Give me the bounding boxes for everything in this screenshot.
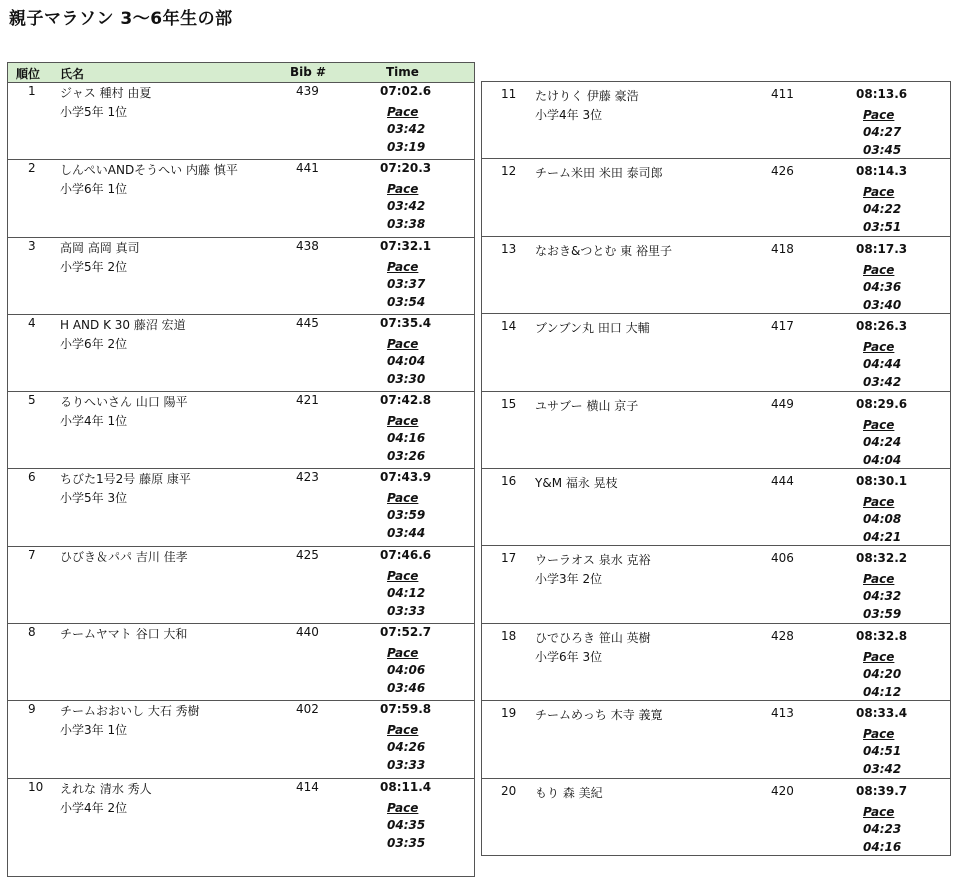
bib-number: 414 <box>296 779 319 794</box>
finish-time: 07:32.1 <box>380 238 432 253</box>
rank-cell: 18 <box>501 628 517 643</box>
bib-number: 417 <box>771 319 794 334</box>
pace-split-2: 03:46 <box>387 681 426 696</box>
rank-cell: 16 <box>501 473 517 488</box>
bib-number: 449 <box>771 396 794 411</box>
finish-time: 07:35.4 <box>380 315 432 330</box>
runner-name: ウーラオス 泉水 克裕 <box>535 553 651 568</box>
pace-label: Pace <box>863 494 895 509</box>
table-row <box>8 160 474 237</box>
pace-split-1: 04:12 <box>387 585 426 600</box>
category-rank: 小学4年 1位 <box>60 414 128 429</box>
pace-split-1: 04:35 <box>387 817 426 832</box>
category-rank: 小学6年 1位 <box>60 182 128 197</box>
bib-number: 425 <box>296 547 319 562</box>
table-row <box>482 82 950 159</box>
pace-split-1: 03:42 <box>387 199 426 214</box>
finish-time: 08:39.7 <box>856 783 908 798</box>
pace-label: Pace <box>863 185 895 200</box>
table-row <box>8 624 474 701</box>
runner-name: たけりく 伊藤 豪浩 <box>535 89 639 103</box>
pace-split-1: 04:27 <box>863 125 902 139</box>
finish-time: 08:30.1 <box>856 473 908 488</box>
finish-time: 08:11.4 <box>380 779 432 794</box>
pace-split-1: 04:04 <box>387 353 426 368</box>
runner-name: チームめっち 木寺 義寛 <box>535 708 663 723</box>
header-rank: 順位 <box>16 67 41 81</box>
category-rank: 小学4年 3位 <box>535 108 603 122</box>
pace-split-2: 03:35 <box>387 835 426 850</box>
rank-cell: 7 <box>28 547 36 562</box>
results-table-right <box>481 81 951 856</box>
pace-split-1: 04:16 <box>387 431 426 446</box>
pace-split-1: 03:37 <box>387 276 426 291</box>
category-rank: 小学5年 3位 <box>60 491 128 506</box>
finish-time: 08:29.6 <box>856 396 908 411</box>
pace-label: Pace <box>387 646 419 661</box>
pace-label: Pace <box>863 262 895 277</box>
pace-split-2: 04:12 <box>863 684 902 699</box>
pace-split-1: 04:23 <box>863 821 902 836</box>
finish-time: 08:32.8 <box>856 628 908 643</box>
category-rank: 小学5年 1位 <box>60 105 128 119</box>
pace-label: Pace <box>387 800 419 815</box>
table-row <box>8 469 474 546</box>
table-row <box>482 701 950 778</box>
results-table-left <box>7 62 475 877</box>
finish-time: 07:59.8 <box>380 702 432 717</box>
rank-cell: 9 <box>28 702 36 717</box>
category-rank: 小学3年 1位 <box>60 723 128 738</box>
header-name: 氏名 <box>60 67 85 81</box>
pace-split-1: 04:51 <box>863 744 902 759</box>
pace-label: Pace <box>863 804 895 819</box>
bib-number: 423 <box>296 470 319 485</box>
pace-split-2: 03:44 <box>387 526 426 541</box>
pace-split-2: 03:42 <box>863 375 902 390</box>
runner-name: ひびき＆パパ 吉川 佳孝 <box>60 549 188 564</box>
pace-split-2: 04:21 <box>863 529 902 544</box>
table-row <box>482 237 950 314</box>
table-header <box>8 63 474 83</box>
finish-time: 07:52.7 <box>380 625 432 640</box>
finish-time: 07:02.6 <box>380 84 432 98</box>
header-bib: Bib # <box>290 65 327 79</box>
runner-name: チームヤマト 谷口 大和 <box>60 627 188 642</box>
runner-name: ちびた1号2号 藤原 康平 <box>60 472 191 487</box>
bib-number: 426 <box>771 164 794 179</box>
runner-name: ブンブン丸 田口 大輔 <box>535 321 650 336</box>
pace-label: Pace <box>863 727 895 742</box>
table-row <box>482 314 950 391</box>
rank-cell: 8 <box>28 625 36 640</box>
rank-cell: 1 <box>28 84 36 98</box>
pace-split-1: 04:20 <box>863 666 902 681</box>
pace-split-1: 04:36 <box>863 279 902 294</box>
table-row <box>8 701 474 778</box>
header-time: Time <box>386 65 419 79</box>
bib-number: 444 <box>771 473 794 488</box>
pace-split-1: 04:22 <box>863 202 902 217</box>
category-rank: 小学6年 3位 <box>535 649 603 664</box>
table-row <box>482 392 950 469</box>
table-row <box>482 546 950 623</box>
rank-cell: 4 <box>28 315 36 330</box>
finish-time: 07:46.6 <box>380 547 432 562</box>
pace-split-1: 03:42 <box>387 122 426 136</box>
bib-number: 438 <box>296 238 319 253</box>
finish-time: 07:20.3 <box>380 161 432 176</box>
pace-split-2: 04:04 <box>863 452 902 467</box>
bib-number: 439 <box>296 84 319 98</box>
rank-cell: 6 <box>28 470 36 485</box>
pace-label: Pace <box>387 105 419 119</box>
pace-split-1: 04:08 <box>863 511 902 526</box>
table-row <box>482 469 950 546</box>
pace-split-2: 03:33 <box>387 758 426 773</box>
pace-label: Pace <box>387 336 419 351</box>
pace-label: Pace <box>387 259 419 274</box>
pace-split-2: 03:38 <box>387 217 426 232</box>
bib-number: 420 <box>771 783 794 798</box>
pace-split-2: 03:40 <box>863 297 902 312</box>
finish-time: 08:26.3 <box>856 319 908 334</box>
finish-time: 08:13.6 <box>856 87 908 101</box>
bib-number: 413 <box>771 706 794 721</box>
pace-label: Pace <box>863 649 895 664</box>
pace-split-2: 03:51 <box>863 220 902 235</box>
bib-number: 418 <box>771 241 794 256</box>
rank-cell: 2 <box>28 161 36 176</box>
finish-time: 07:43.9 <box>380 470 432 485</box>
runner-name: もり 森 美紀 <box>535 785 603 800</box>
table-row <box>482 779 950 856</box>
finish-time: 08:17.3 <box>856 241 908 256</box>
rank-cell: 11 <box>501 87 517 101</box>
pace-split-1: 04:24 <box>863 434 902 449</box>
rank-cell: 13 <box>501 241 517 256</box>
runner-name: るりへいさん 山口 陽平 <box>60 395 188 410</box>
rank-cell: 10 <box>28 779 44 794</box>
bib-number: 421 <box>296 393 319 408</box>
pace-label: Pace <box>863 572 895 587</box>
pace-split-1: 04:06 <box>387 663 426 678</box>
pace-split-1: 04:26 <box>387 740 426 755</box>
rank-cell: 19 <box>501 706 517 721</box>
category-rank: 小学6年 2位 <box>60 336 128 351</box>
table-row <box>482 624 950 701</box>
pace-split-1: 04:44 <box>863 357 902 372</box>
pace-label: Pace <box>863 108 895 122</box>
pace-label: Pace <box>387 723 419 738</box>
bib-number: 402 <box>296 702 319 717</box>
pace-split-2: 03:19 <box>387 140 426 154</box>
pace-split-1: 04:32 <box>863 589 902 604</box>
runner-name: ひでひろき 笹山 英樹 <box>535 630 651 645</box>
category-rank: 小学5年 2位 <box>60 259 128 274</box>
table-row <box>8 315 474 392</box>
rank-cell: 14 <box>501 319 517 334</box>
pace-label: Pace <box>863 340 895 355</box>
bib-number: 445 <box>296 315 319 330</box>
runner-name: えれな 清水 秀人 <box>60 781 152 796</box>
rank-cell: 17 <box>501 551 517 566</box>
table-row <box>8 83 474 160</box>
finish-time: 08:32.2 <box>856 551 908 566</box>
pace-split-2: 03:26 <box>387 449 426 464</box>
runner-name: チームおおいし 大石 秀樹 <box>60 704 200 719</box>
pace-split-2: 03:42 <box>863 762 902 777</box>
runner-name: 高岡 高岡 真司 <box>60 240 140 255</box>
rank-cell: 20 <box>501 783 517 798</box>
runner-name: しんぺいANDそうへい 内藤 慎平 <box>60 163 238 178</box>
pace-split-2: 03:54 <box>387 294 426 309</box>
runner-name: ジャス 種村 由夏 <box>60 86 152 100</box>
pace-label: Pace <box>387 414 419 429</box>
rank-cell: 3 <box>28 238 36 253</box>
bib-number: 441 <box>296 161 319 176</box>
pace-label: Pace <box>863 417 895 432</box>
finish-time: 08:14.3 <box>856 164 908 179</box>
rank-cell: 15 <box>501 396 517 411</box>
finish-time: 07:42.8 <box>380 393 432 408</box>
category-rank: 小学4年 2位 <box>60 800 128 815</box>
table-row <box>8 238 474 315</box>
pace-split-2: 03:45 <box>863 143 902 157</box>
category-rank: 小学3年 2位 <box>535 572 603 587</box>
runner-name: なおき&つとむ 東 裕里子 <box>535 243 672 258</box>
runner-name: Y&M 福永 晃枝 <box>535 475 618 490</box>
rank-cell: 12 <box>501 164 517 179</box>
pace-split-2: 03:33 <box>387 603 426 618</box>
pace-split-2: 04:16 <box>863 839 902 854</box>
table-row <box>482 159 950 236</box>
bib-number: 411 <box>771 87 794 101</box>
bib-number: 428 <box>771 628 794 643</box>
bib-number: 406 <box>771 551 794 566</box>
page-title: 親子マラソン 3～6年生の部 <box>9 9 233 29</box>
table-row <box>8 392 474 469</box>
pace-label: Pace <box>387 182 419 197</box>
bib-number: 440 <box>296 625 319 640</box>
finish-time: 08:33.4 <box>856 706 908 721</box>
runner-name: H AND K 30 藤沼 宏道 <box>60 317 186 332</box>
pace-split-2: 03:30 <box>387 371 426 386</box>
table-row <box>8 779 474 856</box>
pace-split-1: 03:59 <box>387 508 426 523</box>
runner-name: ユサブー 横山 京子 <box>535 398 639 413</box>
pace-label: Pace <box>387 491 419 506</box>
pace-label: Pace <box>387 568 419 583</box>
runner-name: チーム米田 米田 泰司郎 <box>535 166 663 181</box>
pace-split-2: 03:59 <box>863 607 902 622</box>
table-row <box>8 547 474 624</box>
rank-cell: 5 <box>28 393 36 408</box>
